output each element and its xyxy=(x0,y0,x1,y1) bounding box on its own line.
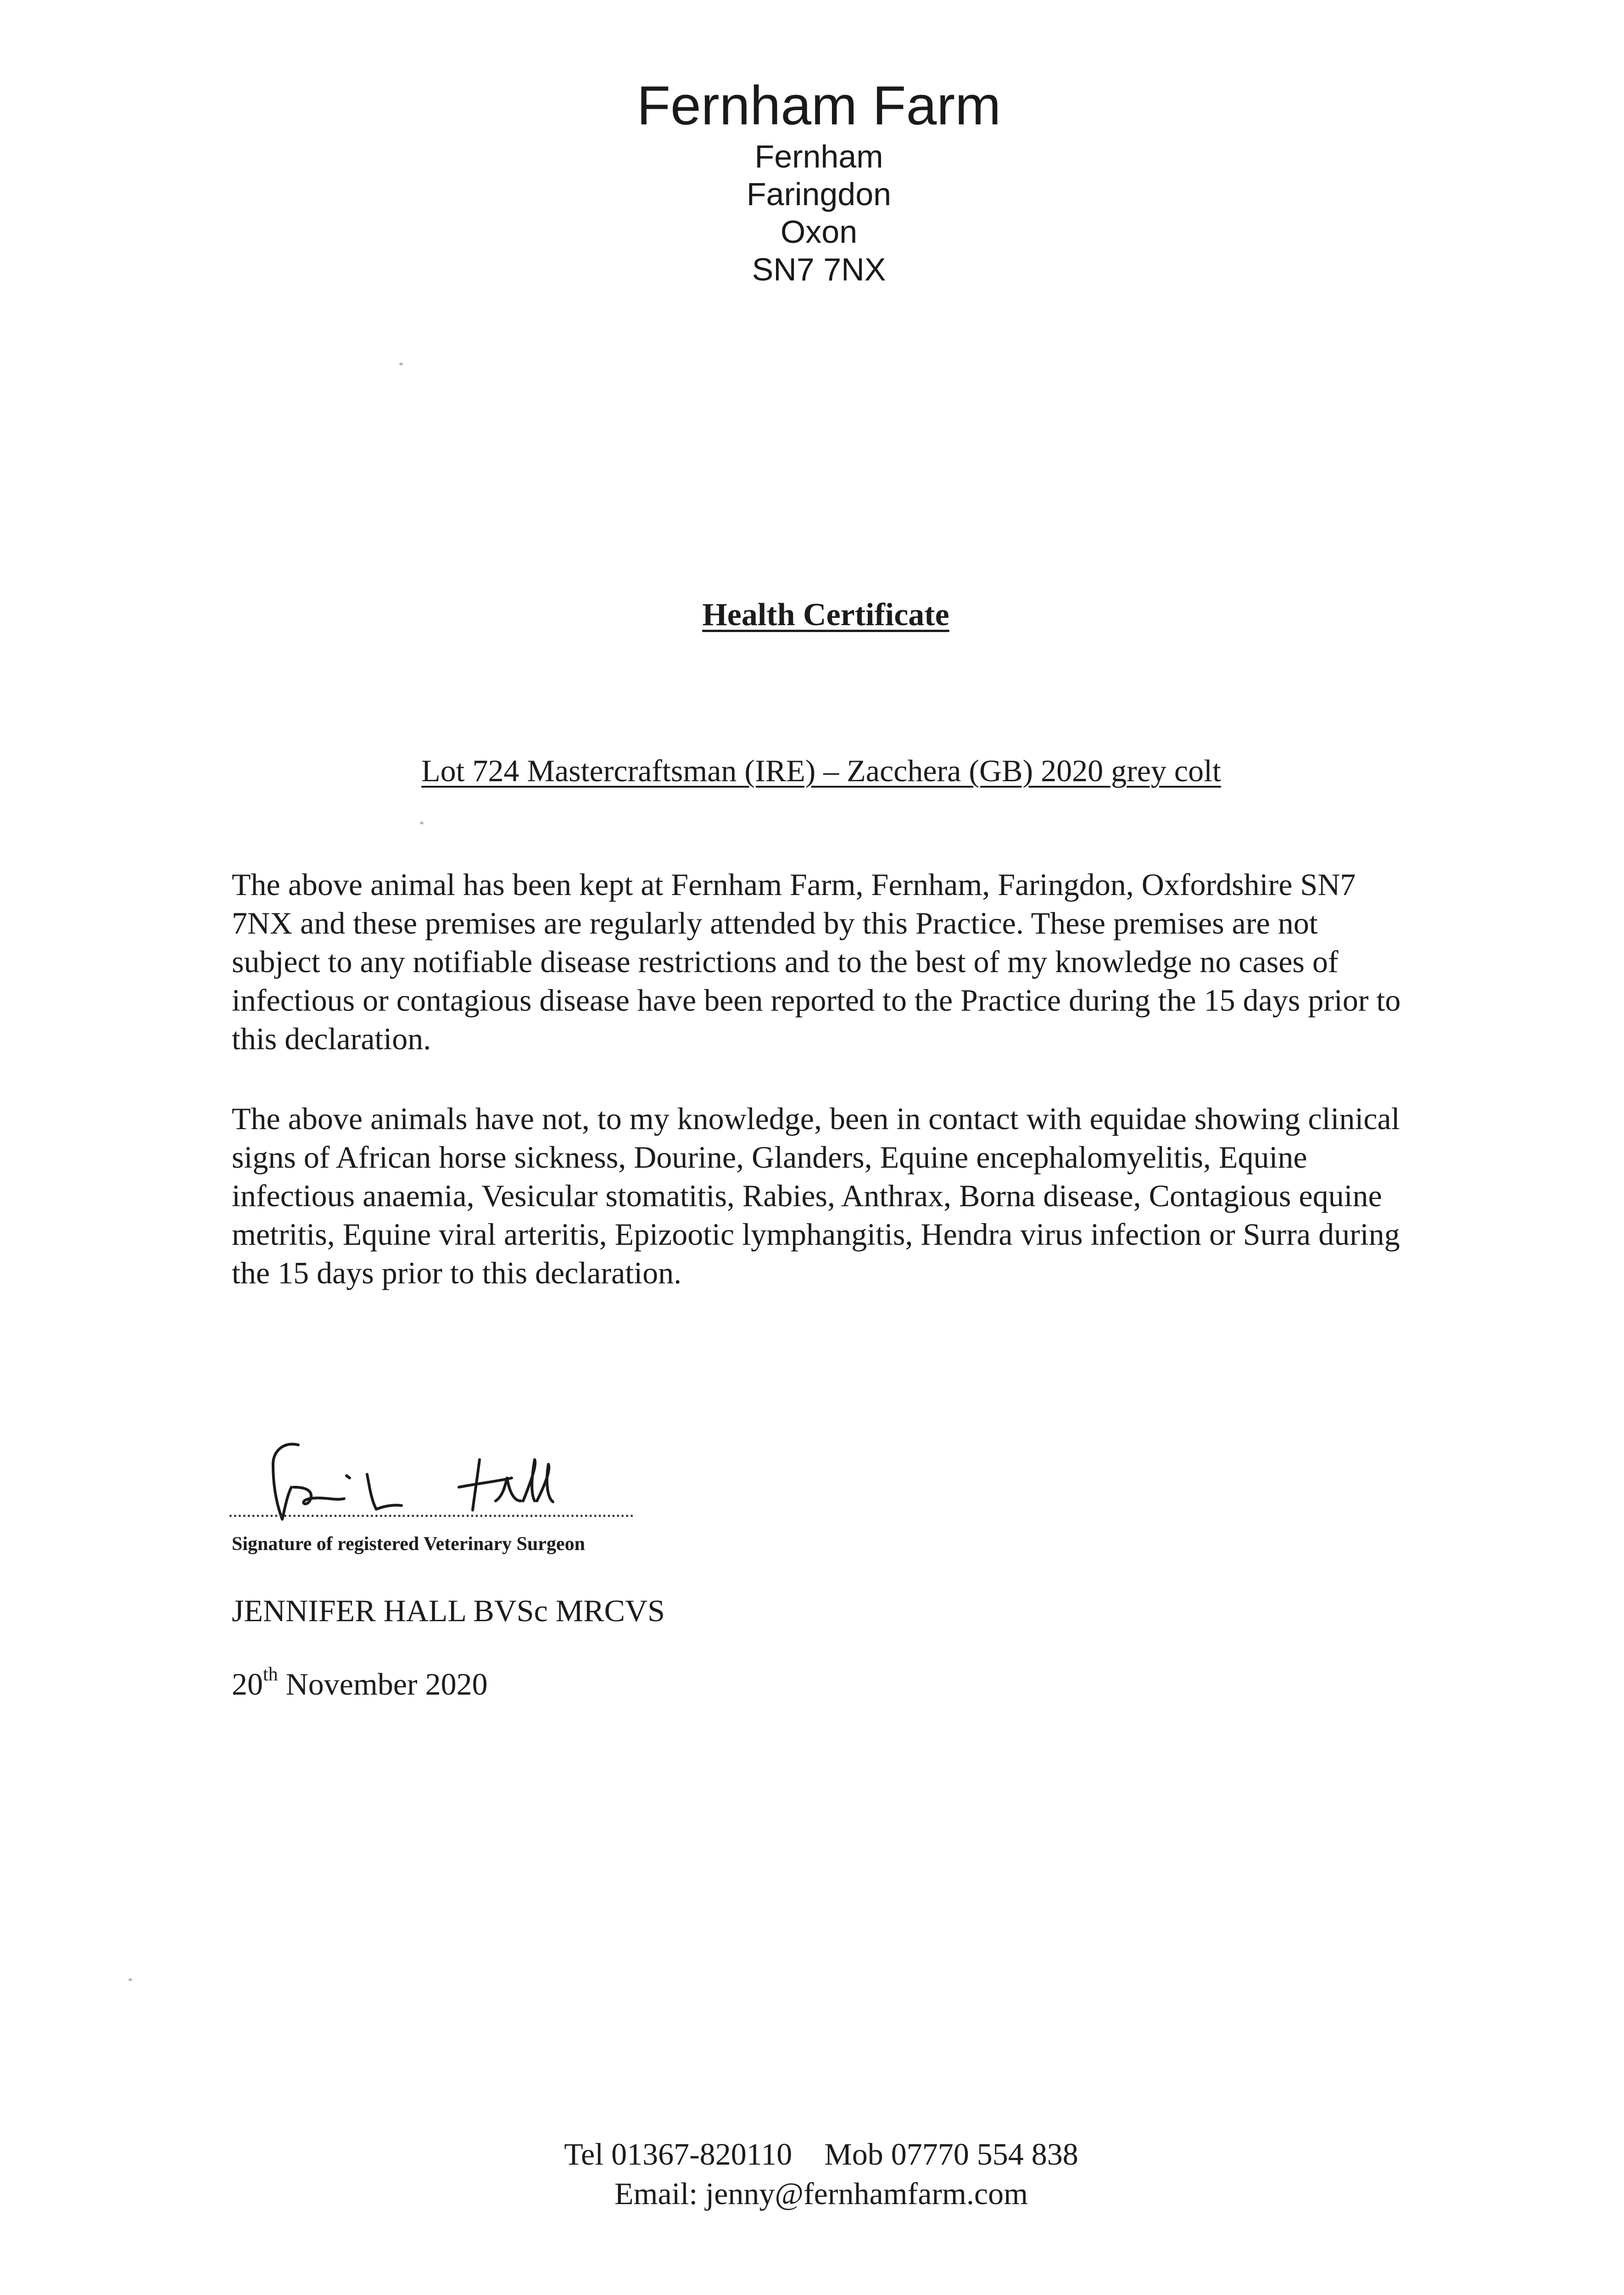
scan-speck xyxy=(420,822,424,824)
handwritten-signature xyxy=(229,1432,642,1524)
date-month-year: November 2020 xyxy=(285,1667,488,1702)
footer-tel: Tel 01367-820110 xyxy=(564,2137,792,2172)
certificate-date xyxy=(232,1666,488,1702)
address-line-1: Fernham xyxy=(754,139,883,174)
signature-block xyxy=(229,1432,642,1524)
address-line-3: Oxon xyxy=(780,214,858,250)
certificate-title: Health Certificate xyxy=(702,597,949,633)
letterhead xyxy=(0,73,1624,288)
footer-email: Email: jenny@fernhamfarm.com xyxy=(614,2176,1028,2211)
footer-mob: Mob 07770 554 838 xyxy=(824,2137,1078,2172)
footer-contact xyxy=(9,2134,1624,2213)
address-line-4: SN7 7NX xyxy=(752,252,886,287)
signature-dotted-line xyxy=(229,1515,633,1517)
scan-speck xyxy=(128,1978,132,1981)
farm-name: Fernham Farm xyxy=(636,75,1001,136)
signature-caption: Signature of registered Veterinary Surgeon xyxy=(232,1534,585,1555)
declaration-paragraph-premises: The above animal has been kept at Fernham Farm, Fernham, Faringdon, Oxfordshire SN7 7NX and these premises are regularly attended by this Practice. These premises are not subject to any notifiable disease restrictions and to the best of my knowledge no cases of infectious or contagious disease have been reported to the Practice during the 15 days prior to this declaration. xyxy=(232,867,1401,1056)
scan-speck xyxy=(399,363,403,365)
lot-description: Lot 724 Mastercraftsman (IRE) – Zacchera (GB) 2020 grey colt xyxy=(421,753,1221,788)
date-day: 20 xyxy=(232,1667,263,1702)
date-suffix: th xyxy=(263,1664,278,1685)
declaration-paragraph-diseases: The above animals have not, to my knowledge, been in contact with equidae showing clinical signs of African horse sickness, Dourine, Glanders, Equine encephalomyelitis, Equine infectious anaemia, Vesicular stomatitis, Rabies, Anthrax, Borna disease, Contagious equine metritis, Equine viral arteritis, Epizootic lymphangitis, Hendra virus infection or Surra during the 15 days prior to this declaration. xyxy=(232,1101,1400,1290)
address-line-2: Faringdon xyxy=(746,176,892,212)
footer-phone-line xyxy=(9,2134,1624,2174)
vet-name: JENNIFER HALL BVSc MRCVS xyxy=(232,1593,665,1628)
